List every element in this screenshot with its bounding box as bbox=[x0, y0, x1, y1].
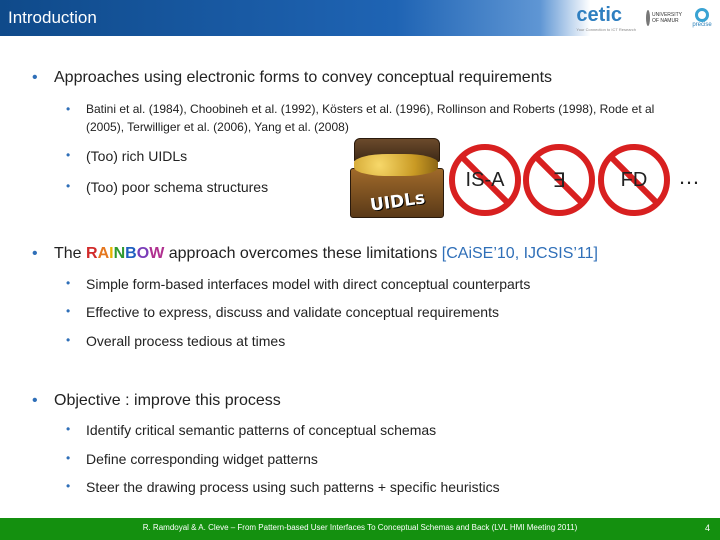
no-isa-sign: IS-A bbox=[447, 142, 523, 218]
bullet-dot: • bbox=[32, 392, 38, 409]
rainbow-letter: O bbox=[136, 245, 150, 262]
no-exists-sign: ∃ bbox=[521, 142, 597, 218]
rainbow-letter: I bbox=[109, 245, 114, 262]
ellipsis: … bbox=[678, 164, 700, 189]
bullet-rich-uidls: • (Too) rich UIDLs bbox=[66, 148, 188, 164]
list-item: • Define corresponding widget patterns bbox=[66, 451, 318, 467]
bullet-dot: • bbox=[66, 451, 71, 465]
rainbow-letter: A bbox=[97, 245, 110, 262]
unamur-logo: UNIVERSITY OF NAMUR bbox=[646, 3, 680, 33]
bullet-dot: • bbox=[66, 148, 71, 162]
bullet-dot: • bbox=[32, 245, 38, 262]
logos bbox=[576, 2, 714, 34]
list-item: • Simple form-based interfaces model with direct conceptual counterparts bbox=[66, 276, 531, 292]
chest-label: UIDLs bbox=[368, 188, 427, 216]
treasure-chest-image bbox=[350, 138, 446, 218]
slide-title: Introduction bbox=[8, 8, 97, 27]
bullet-poor-schema: • (Too) poor schema structures bbox=[66, 179, 269, 195]
slide-footer bbox=[0, 518, 720, 540]
list-item: • Steer the drawing process using such patterns + specific heuristics bbox=[66, 479, 500, 495]
bullet-dot: • bbox=[32, 69, 38, 86]
slide-header bbox=[0, 0, 720, 36]
rainbow-letter: R bbox=[86, 245, 98, 262]
bullet-dot: • bbox=[66, 276, 71, 290]
footer-text: R. Ramdoyal & A. Cleve – From Pattern-based User Interfaces To Conceptual Schemas and Back (LVL HMI Meeting 2011) bbox=[142, 523, 578, 532]
bullet-dot: • bbox=[66, 422, 71, 436]
list-item: • Identify critical semantic patterns of conceptual schemas bbox=[66, 422, 437, 438]
list-item: • Overall process tedious at times bbox=[66, 333, 286, 349]
bullet-dot: • bbox=[66, 304, 71, 318]
rainbow-letter: W bbox=[149, 245, 165, 262]
rainbow-letter: B bbox=[125, 245, 137, 262]
rainbow-word bbox=[86, 245, 164, 262]
ring-icon bbox=[695, 8, 709, 22]
bullet-approaches: • Approaches using electronic forms to convey conceptual requirements bbox=[32, 69, 553, 86]
seal-icon bbox=[646, 10, 650, 26]
citation: [CAiSE’10, IJCSIS’11] bbox=[441, 245, 598, 262]
cetic-logo: cetic Your Connection to ICT Research bbox=[576, 4, 636, 32]
bullet-dot: • bbox=[66, 333, 71, 347]
no-fd-sign: FD bbox=[596, 142, 672, 218]
list-item: • Effective to express, discuss and validate conceptual requirements bbox=[66, 304, 499, 320]
bullet-dot: • bbox=[66, 179, 71, 193]
rainbow-letter: N bbox=[113, 245, 126, 262]
precise-logo: precise bbox=[690, 3, 714, 33]
bullet-dot: • bbox=[66, 479, 71, 493]
bullet-rainbow: • The RAINBOW approach overcomes these limitations [CAiSE’10, IJCSIS’11] bbox=[32, 245, 598, 262]
references: • Batini et al. (1984), Choobineh et al. (1992), Kösters et al. (1996), Rollinson and Roberts (1998), Rode et al (2005), Terwilliger et al. (2006), Yang et al. (2008) bbox=[66, 102, 655, 134]
bullet-objective: • Objective : improve this process bbox=[32, 392, 281, 409]
bullet-dot: • bbox=[66, 102, 71, 116]
page-number: 4 bbox=[704, 523, 710, 533]
